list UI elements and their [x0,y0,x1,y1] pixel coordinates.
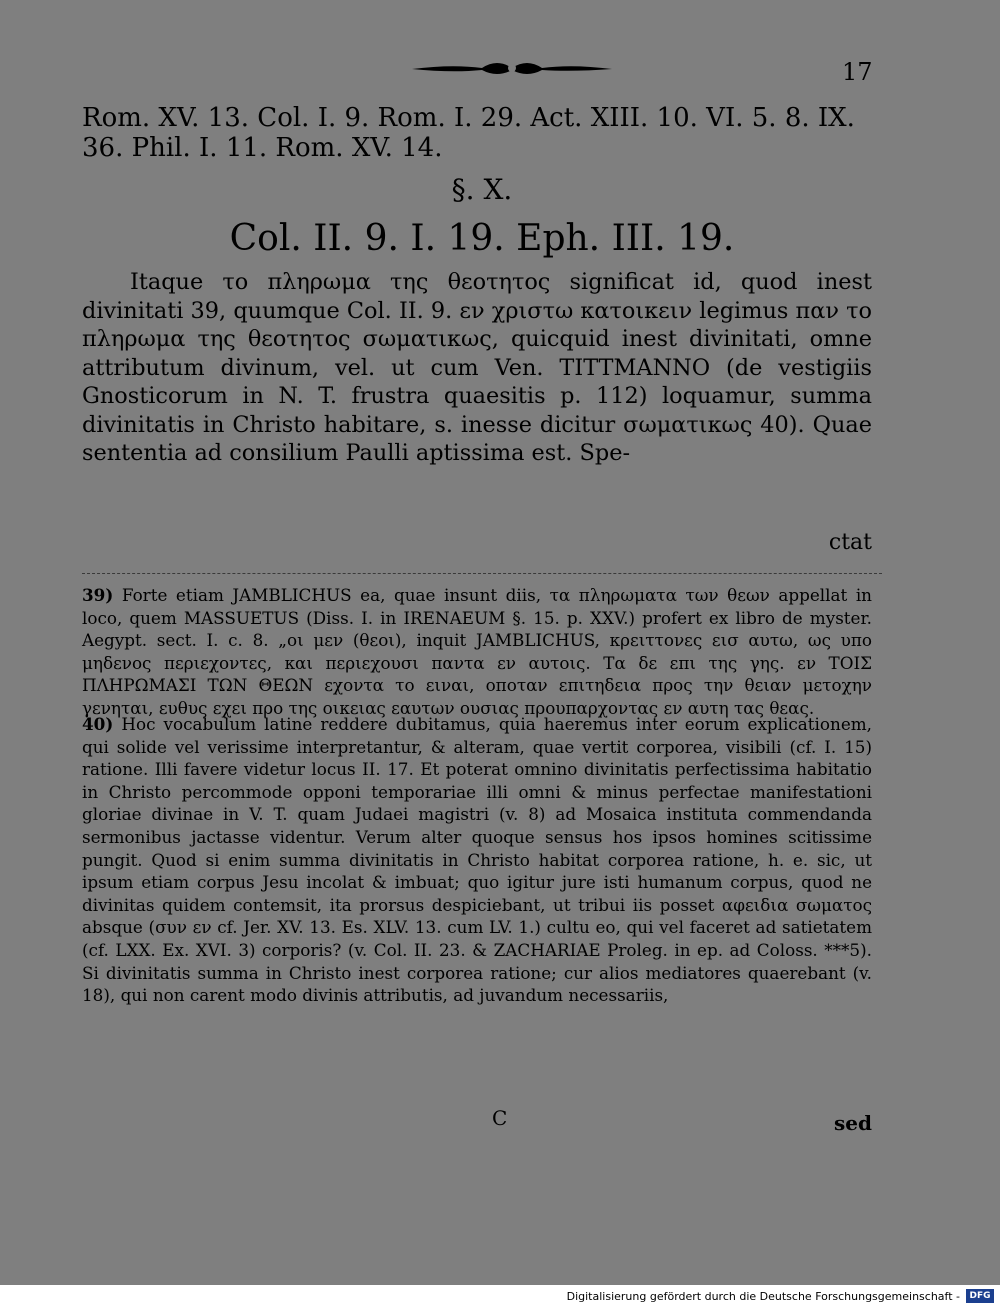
footnote-text: Hoc vocabulum latine reddere dubitamus, quia haeremus inter eorum explicationem, qui solide vel verissime interpretantur, & alteram, quae vertit corporea, visibili (cf. I. 15) ratione. Illi favere videtur locus II. 17. Et poterat omnino divinitatis perfectissima habitatio in Christo percommode opponi temporariae illi omni & minus perfectae manifestationi gloriae divinae in V. T. quam Judaei magistri (v. 8) ad Mosaica instituta commendanda sermonibus jactasse videntur. Verum alter quoque sensus hos ipsos homines scitissime pungit. Quod si enim summa divinitatis in Christo habitat corporea ratione, h. e. sic, ut ipsum etiam corpus Jesu incolat & imbuat; quo igitur jure isti humanum corpus, quod ne divinitas quidem contemsit, ita prorsus despiciebant, ut tribui iis posset αφειδια σωματος absque (συν εν cf. Jer. XV. 13. Es. XLV. 13. cum LV. 1.) cultu eo, qui vel faceret ad satietatem (cf. LXX. Ex. XVI. 3) corporis? (v. Col. II. 23. & ZACHARIAE Proleg. in ep. ad Coloss. ***5). Si divinitatis summa in Christo inest corporea ratione; cur alios mediatores quaerebant (v. 18), qui non carent modo divinis attributis, ad juvandum necessariis, [82,714,872,1006]
section-title: §. X. [451,173,513,206]
catchword-bottom: sed [834,1111,872,1135]
ornament-icon [412,56,612,80]
footnote-text: Forte etiam JAMBLICHUS ea, quae insunt diis, τα πληρωματα των θεων appellat in loco, quem MASSUETUS (Diss. I. in IRENAEUM §. 15. p. XXV.) profert ex libro de myster. Aegypt. sect. I. c. 8. „οι μεν (θεοι), inquit JAMBLICHUS, κρειττονες εισ αυτω, ως υπο μηδενος περιεχοντες, και περιεχουσι παντα εν αυτοις. Τα δε επι της γης. εν ΤΟΙΣ ΠΛΗΡΩΜΑΣΙ ΤΩΝ ΘΕΩΝ εχοντα το ειναι, οποταν επιτηδεια προς την θειαν μετοχην γενηται, ευθυς εχει προ της οικειας εαυτων ουσιας προυπαρχοντας εν αυτη τας θεας. [82,585,872,718]
footnote-40 [82,713,872,1007]
footnote-divider [82,573,882,574]
main-paragraph: Itaque το πληρωμα της θεοτητος significat id, quod inest divinitati 39, quumque Col. II. 9. εν χριστω κατοικειν legimus παν το πληρωμα της θεοτητος σωματικως, quicquid inest divinitati, omne attributum divinum, vel. ut cum Ven. TITTMANNO (de vestigiis Gnosticorum in N. T. frustra quaesitis p. 112) loquamur, summa divinitatis in Christo habitare, s. inesse dicitur σωματικως 40). Quae sententia ad consilium Paulli aptissima est. Spe- [82,269,872,466]
section-heading: Col. II. 9. I. 19. Eph. III. 19. [229,218,735,259]
footer-bar [0,1287,1000,1306]
page-number: 17 [842,58,873,86]
main-text [82,268,872,468]
dfg-logo: DFG [966,1289,994,1303]
scripture-references: Rom. XV. 13. Col. I. 9. Rom. I. 29. Act. XIII. 10. VI. 5. 8. IX. 36. Phil. I. 11. Rom. XV. 14. [82,103,855,163]
catchword: ctat [828,530,872,555]
footnote-39 [82,584,872,720]
footer-credit: Digitalisierung gefördert durch die Deutsche Forschungsgemeinschaft - [566,1290,960,1303]
signature-mark: C [492,1106,508,1130]
footnote-mark: 39) [82,585,114,605]
footnote-mark: 40) [82,714,114,734]
